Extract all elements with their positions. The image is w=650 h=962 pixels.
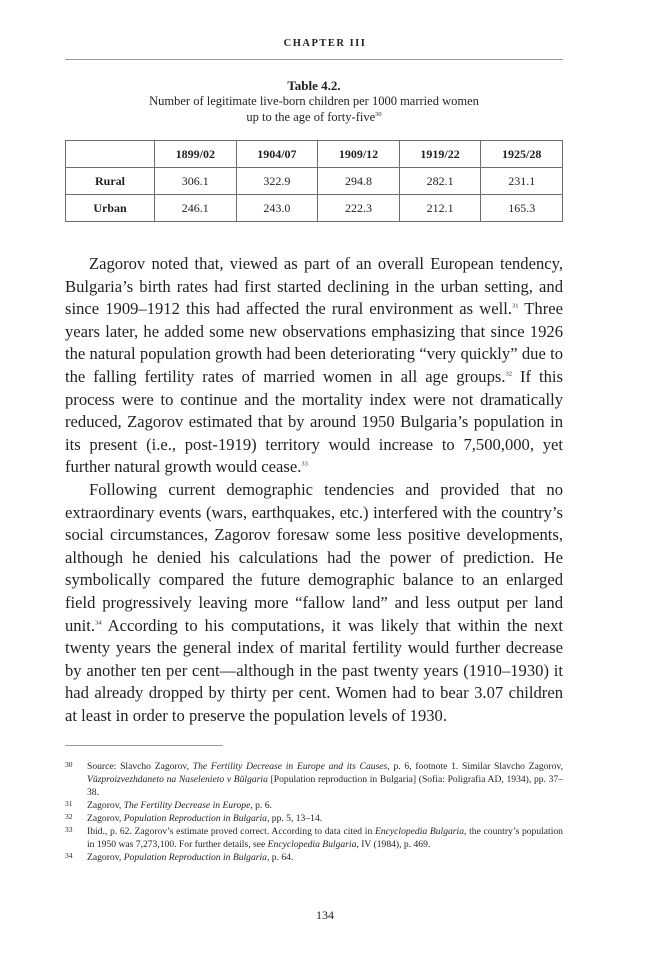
paragraph-text: If this process were to continue and the mortality index were not dramatically reduced, Zagorov estimated that by around 1950 Bulgaria’s population in its present (i.e., post-1919) territory would increase to 7,500,000, yet further natural growth would cease. (65, 366, 563, 477)
table-caption (65, 78, 563, 125)
footnote-title: The Fertility Decrease in Europe (123, 800, 251, 811)
paragraph-text: Following current demographic tendencies and provided that no extraordinary events (wars, earthquakes, etc.) interfered with the country’s social circumstances, Zagorov foresaw some less positive developments, although he denied his calculations had the power of prediction. He symbolically compared the future demographic balance to an enlarged field progressively leaving more “fallow land” and less output per land unit. (65, 479, 563, 635)
footnote-text: Ibid., p. 62. Zagorov’s estimate proved correct. According to data cited in (87, 826, 375, 837)
footnote-number: 34 (65, 851, 73, 860)
footnote-text: Source: Slavcho Zagorov, (87, 761, 193, 772)
table-title-line1: Number of legitimate live-born children per 1000 married women (149, 94, 479, 108)
footnote-ref: 31 (511, 302, 519, 310)
footnote (65, 760, 563, 799)
footnote-title: Population Reproduction in Bulgaria (123, 813, 267, 824)
column-header: 1925/28 (481, 141, 563, 168)
column-header: 1899/02 (155, 141, 237, 168)
footnote-text: , IV (1984), p. 469. (356, 839, 431, 850)
footnote (65, 825, 563, 851)
table-title-line2 (65, 109, 563, 125)
footnote-text: , p. 6, footnote 1. Similar Slavcho Zagorov, (387, 761, 563, 772)
footnote-number: 30 (65, 760, 73, 769)
column-header: 1904/07 (236, 141, 318, 168)
paragraph-text: Three years later, he added some new observations emphasizing that since 1926 the natural population growth had been deteriorating “very quickly” due to the falling fertility rates of married women in all age groups. (65, 299, 563, 386)
footnote-title: The Fertility Decrease in Europe and its Causes (192, 761, 388, 772)
footnote-title: Encyclopedia Bulgaria (267, 839, 357, 850)
table-row (66, 168, 563, 195)
table-cell: 222.3 (318, 195, 400, 222)
footnote-ref: 34 (94, 618, 102, 626)
table-cell: 282.1 (399, 168, 481, 195)
paragraph-text: According to his computations, it was likely that within the next twenty years the general index of marital fertility would further decrease by another ten per cent—although in the past twenty years (1910–1930) it had already dropped by thirty per cent. Women had to bear 3.07 children at least in order to preserve the population levels of 1930. (65, 615, 563, 725)
footnote-rule (65, 745, 223, 746)
footnote-title: Population Reproduction in Bulgaria (123, 852, 267, 863)
footnote-text: , the country’s population in 1950 was 7,273,100. For further details, see (87, 826, 563, 850)
table-corner-cell (66, 141, 155, 168)
column-header: 1919/22 (399, 141, 481, 168)
footnote (65, 851, 563, 864)
running-head: CHAPTER III (283, 38, 367, 49)
row-label: Urban (66, 195, 155, 222)
paragraph-text: Zagorov noted that, viewed as part of an overall European tendency, Bulgaria’s birth rates had first started declining in the urban setting, and since 1909–1912 this had affected the rural environment as well. (65, 254, 563, 319)
footnotes (65, 760, 563, 864)
footnote-text: Zagorov, (87, 813, 124, 824)
footnote (65, 799, 563, 812)
body-text (65, 253, 563, 727)
footnote-title: Vŭzproizvezhdaneto na Naselenieto v Bŭlgaria (87, 774, 268, 785)
table-cell: 231.1 (481, 168, 563, 195)
table-title-line2-text: up to the age of forty-five (246, 110, 376, 124)
table-cell: 294.8 (318, 168, 400, 195)
footnote-ref: 33 (301, 460, 308, 468)
footnote-text: Zagorov, (87, 800, 124, 811)
table-cell: 165.3 (481, 195, 563, 222)
footnote-ref: 30 (375, 110, 382, 118)
footnote-text: , p. 64. (266, 852, 294, 863)
header-rule (65, 59, 563, 60)
table-row (66, 195, 563, 222)
footnote-text: Zagorov, (87, 852, 124, 863)
footnote-number: 32 (65, 812, 73, 821)
paragraph (65, 253, 563, 479)
table-cell: 246.1 (155, 195, 237, 222)
footnote-title: Encyclopedia Bulgaria (374, 826, 464, 837)
table-header-row (66, 141, 563, 168)
table-label: Table 4.2. (287, 78, 341, 93)
footnote-number: 31 (65, 799, 73, 808)
footnote-text: [Population reproduction in Bulgaria] (Sofia: Poligrafia AD, 1934), pp. 37–38. (87, 774, 564, 798)
footnote-number: 33 (65, 825, 73, 834)
table-cell: 212.1 (399, 195, 481, 222)
table-cell: 306.1 (155, 168, 237, 195)
footnote (65, 812, 563, 825)
table-cell: 243.0 (236, 195, 318, 222)
row-label: Rural (66, 168, 155, 195)
footnote-text: , p. 6. (250, 800, 272, 811)
footnote-text: , pp. 5, 13–14. (266, 813, 323, 824)
paragraph (65, 479, 563, 728)
table-cell: 322.9 (236, 168, 318, 195)
page-number: 134 (316, 908, 334, 922)
footnote-ref: 32 (505, 370, 513, 378)
column-header: 1909/12 (318, 141, 400, 168)
fertility-table (65, 140, 563, 222)
